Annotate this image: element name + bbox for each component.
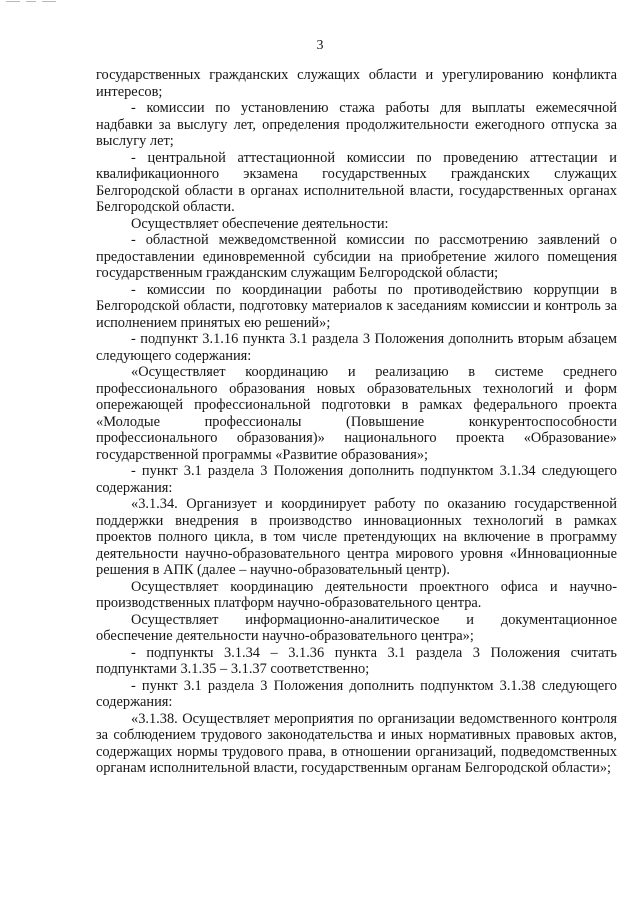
page-number: 3 — [316, 38, 324, 53]
paragraph: «3.1.38. Осуществляет мероприятия по организации ведомственного контроля за соблюдением трудового законодательства и иных нормативных правовых актов, содержащих нормы трудового права, в отношении организаций, подведомственных органам исполнительной власти, государственным органам Белгородской области»; — [96, 710, 617, 776]
paragraph: - пункт 3.1 раздела 3 Положения дополнить подпунктом 3.1.38 следующего содержания: — [96, 677, 617, 710]
paragraph: «3.1.34. Организует и координирует работу по оказанию государственной поддержки внедрения в производство инновационных технологий в рамках проектов полного цикла, в том числе претендующих на включение в программу деятельности научно-образовательного центра мирового уровня «Инновационные решения в АПК (далее – научно-образовательный центр). — [96, 496, 617, 578]
paragraph: - пункт 3.1 раздела 3 Положения дополнить подпунктом 3.1.34 следующего содержания: — [96, 463, 617, 496]
document-body — [96, 67, 617, 777]
paragraph: Осуществляет информационно-аналитическое и документационное обеспечение деятельности научно-образовательного центра»; — [96, 611, 617, 644]
paragraph: - центральной аттестационной комиссии по проведению аттестации и квалификационного экзамена государственных гражданских служащих Белгородской области в органах исполнительной власти, государственных органах Белгородской области. — [96, 149, 617, 215]
paragraph: Осуществляет обеспечение деятельности: — [131, 215, 389, 232]
paragraph: - областной межведомственной комиссии по рассмотрению заявлений о предоставлении единовременной субсидии на приобретение жилого помещения государственным гражданским служащим Белгородской области; — [96, 232, 617, 281]
paragraph: - подпункты 3.1.34 – 3.1.36 пункта 3.1 раздела 3 Положения считать подпунктами 3.1.35 – 3.1.37 соответственно; — [96, 644, 617, 677]
paragraph: - комиссии по установлению стажа работы для выплаты ежемесячной надбавки за выслугу лет, определения продолжительности ежегодного отпуска за выслугу лет; — [96, 100, 617, 149]
paragraph: государственных гражданских служащих области и урегулированию конфликта интересов; — [96, 67, 617, 100]
paragraph: «Осуществляет координацию и реализацию в системе среднего профессионального образования новых образовательных технологий и форм опережающей профессиональной подготовки в рамках федерального проекта «Молодые профессионалы (Повышение конкурентоспособности профессионального образования)» национального проекта «Образование» государственной программы «Развитие образования»; — [96, 364, 617, 463]
scan-edge-mark — [0, 0, 60, 4]
paragraph: - комиссии по координации работы по противодействию коррупции в Белгородской области, подготовку материалов к заседаниям комиссии и контроль за исполнением принятых ею решений»; — [96, 281, 617, 331]
paragraph: Осуществляет координацию деятельности проектного офиса и научно-производственных платформ научно-образовательного центра. — [96, 578, 617, 611]
paragraph: - подпункт 3.1.16 пункта 3.1 раздела 3 Положения дополнить вторым абзацем следующего содержания: — [96, 331, 617, 364]
